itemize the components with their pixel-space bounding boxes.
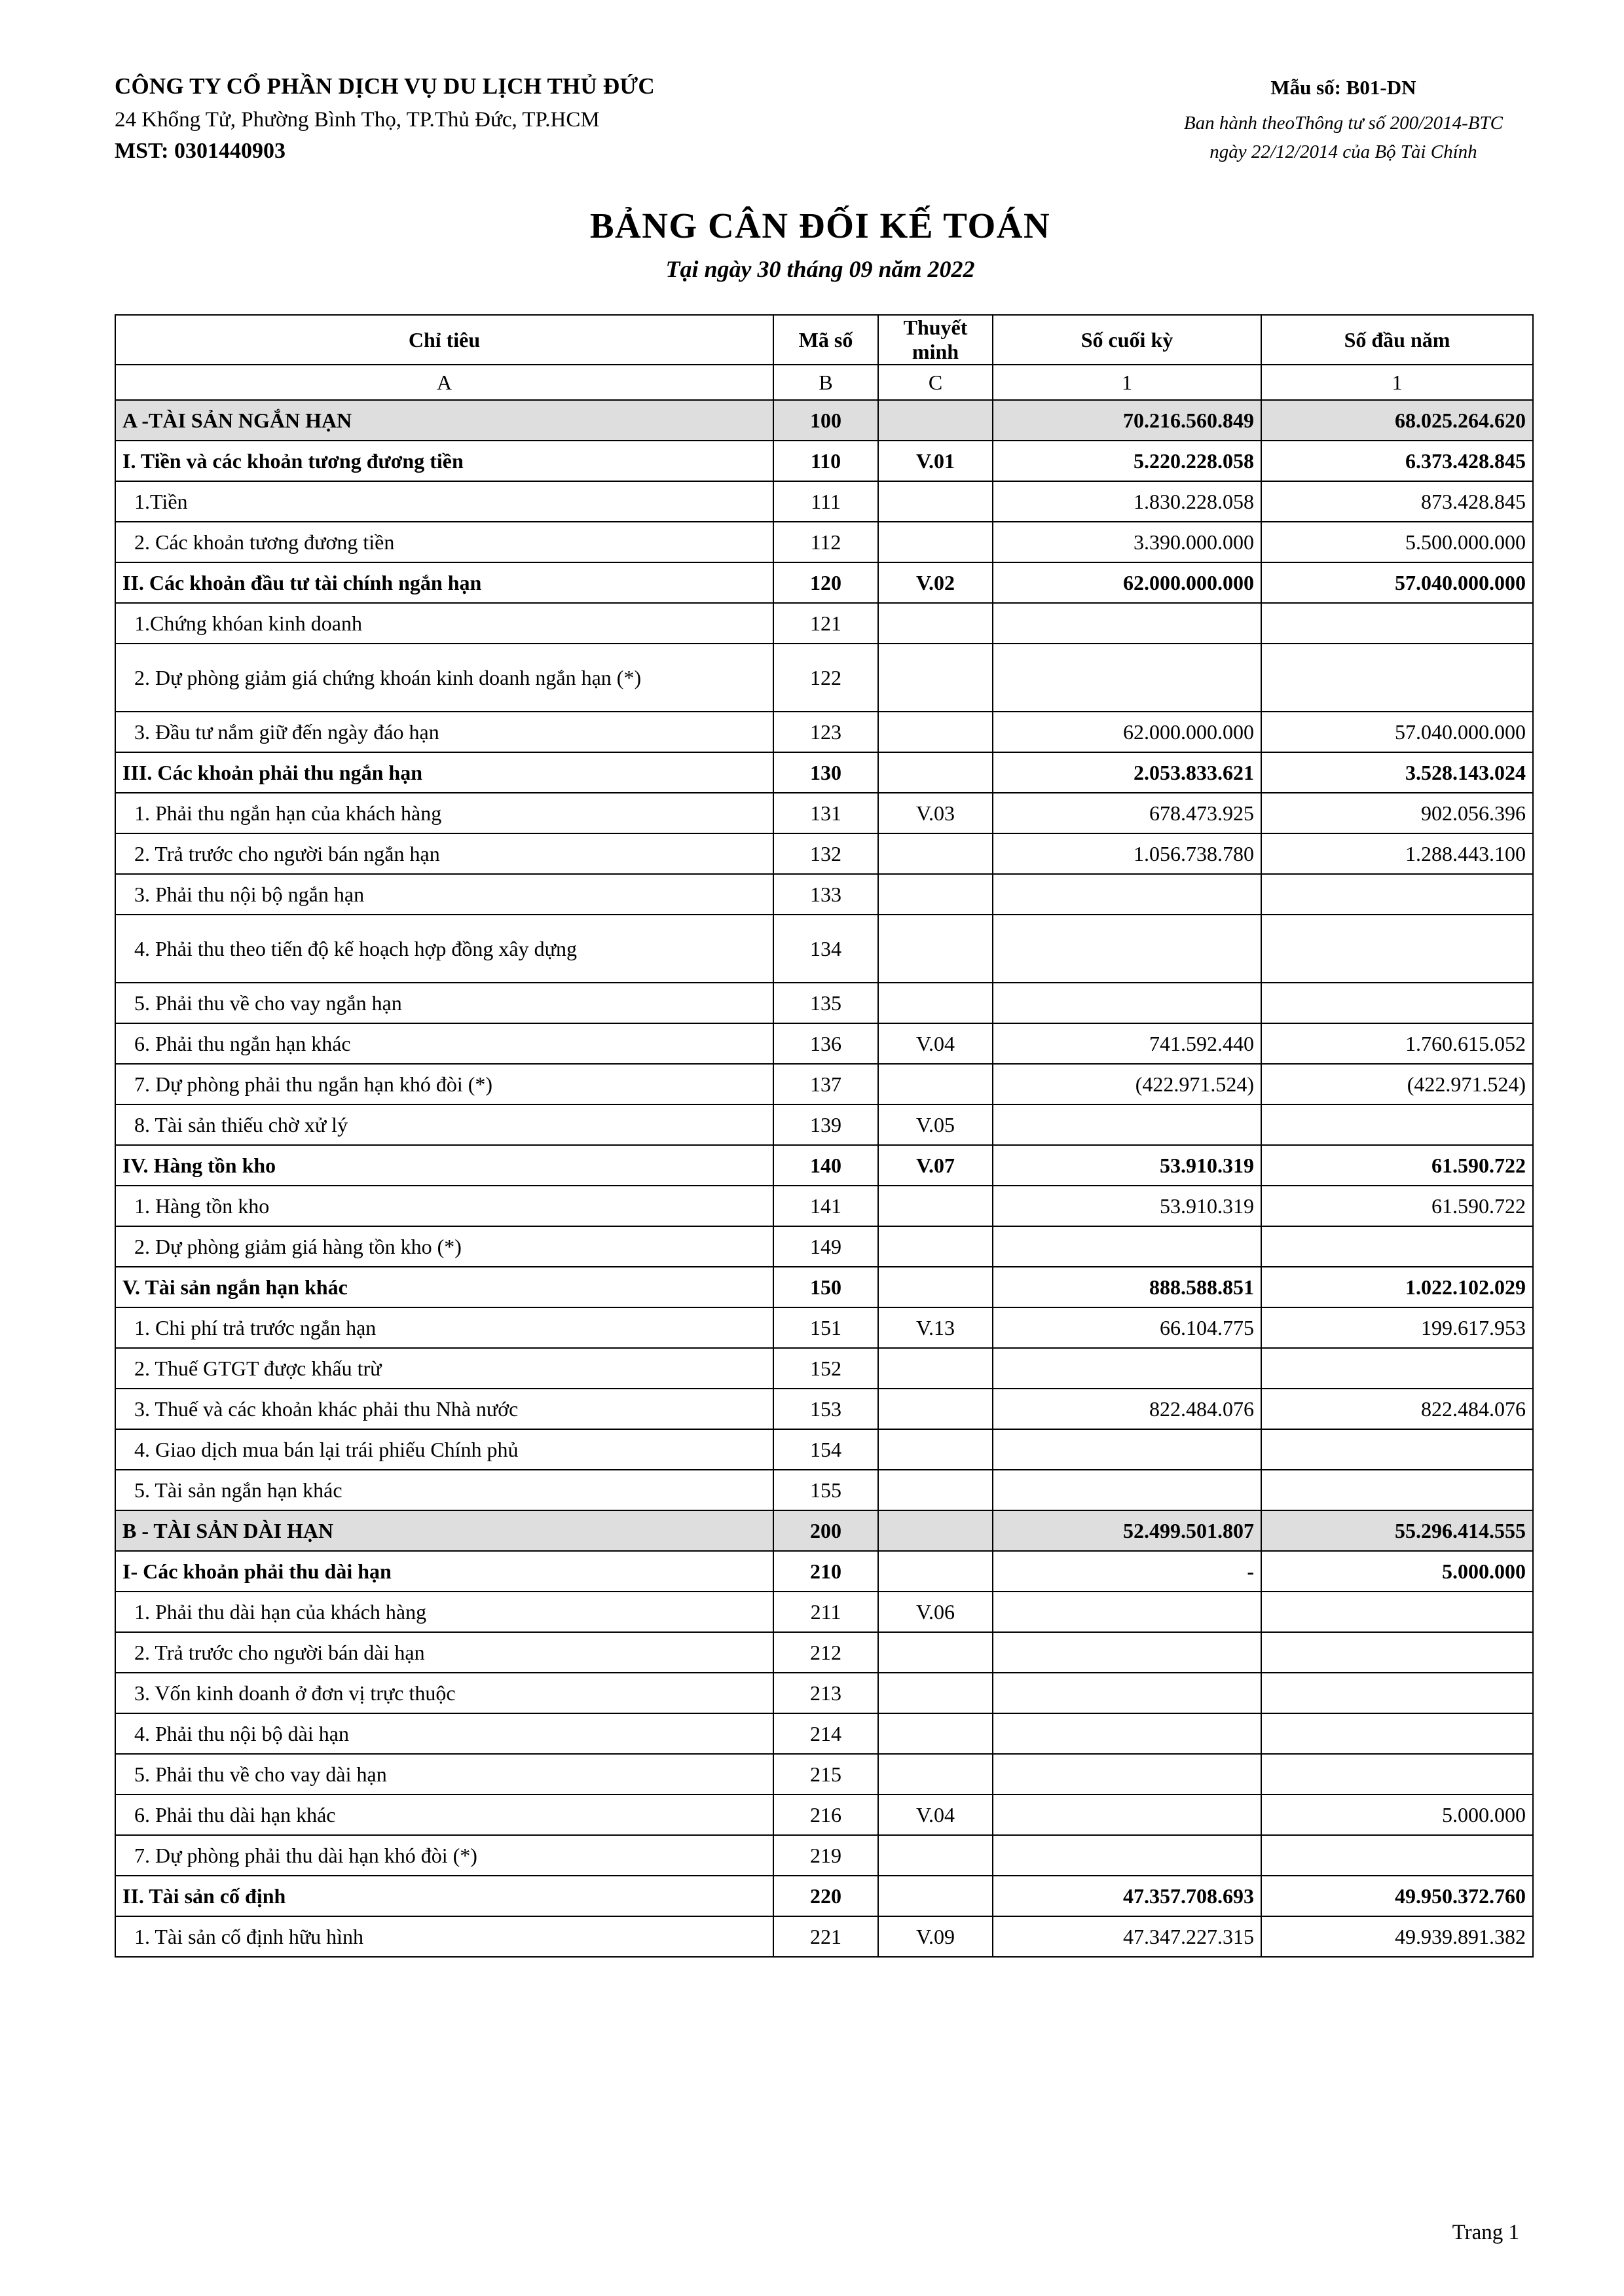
row-previous-value [1261,983,1533,1023]
subheader-code: B [773,365,878,400]
row-previous-value: 1.760.615.052 [1261,1023,1533,1064]
row-note [878,644,993,712]
row-code: 141 [773,1186,878,1226]
row-previous-value [1261,874,1533,915]
table-row [115,712,1533,752]
row-previous-value [1261,1754,1533,1795]
row-note [878,1064,993,1104]
row-code: 214 [773,1713,878,1754]
row-code: 137 [773,1064,878,1104]
row-code: 112 [773,522,878,562]
row-code: 210 [773,1551,878,1592]
row-code: 134 [773,915,878,983]
row-current-value [993,915,1261,983]
row-label: 1. Phải thu ngắn hạn của khách hàng [115,793,773,833]
row-previous-value: 57.040.000.000 [1261,562,1533,603]
row-note [878,874,993,915]
row-current-value: 1.056.738.780 [993,833,1261,874]
row-code: 211 [773,1592,878,1632]
row-note [878,983,993,1023]
row-code: 133 [773,874,878,915]
row-previous-value: 822.484.076 [1261,1389,1533,1429]
row-current-value [993,874,1261,915]
row-label: III. Các khoản phải thu ngắn hạn [115,752,773,793]
company-name: CÔNG TY CỔ PHẦN DỊCH VỤ DU LỊCH THỦ ĐỨC [115,73,655,99]
row-previous-value: 873.428.845 [1261,481,1533,522]
table-row [115,1876,1533,1916]
row-current-value: 62.000.000.000 [993,712,1261,752]
row-label: 4. Phải thu theo tiến độ kế hoạch hợp đồng xây dựng [115,915,773,983]
table-row [115,1835,1533,1876]
table-row [115,522,1533,562]
row-code: 220 [773,1876,878,1916]
row-previous-value [1261,915,1533,983]
row-note: V.13 [878,1307,993,1348]
row-label: 1. Chi phí trả trước ngắn hạn [115,1307,773,1348]
row-current-value [993,1795,1261,1835]
subheader-previous: 1 [1261,365,1533,400]
row-label: 1.Tiền [115,481,773,522]
table-row [115,481,1533,522]
row-previous-value: 68.025.264.620 [1261,400,1533,441]
row-note [878,915,993,983]
table-row [115,1673,1533,1713]
row-code: 139 [773,1104,878,1145]
table-row [115,1267,1533,1307]
row-previous-value [1261,644,1533,712]
row-label: II. Tài sản cố định [115,1876,773,1916]
row-note [878,1470,993,1510]
row-previous-value: 55.296.414.555 [1261,1510,1533,1551]
row-code: 132 [773,833,878,874]
row-current-value [993,1470,1261,1510]
row-note [878,1267,993,1307]
table-row [115,562,1533,603]
row-current-value: 53.910.319 [993,1145,1261,1186]
row-current-value: 3.390.000.000 [993,522,1261,562]
table-row [115,752,1533,793]
row-current-value: 62.000.000.000 [993,562,1261,603]
row-code: 122 [773,644,878,712]
row-label: A -TÀI SẢN NGẮN HẠN [115,400,773,441]
table-subheader-row [115,365,1533,400]
row-label: 2. Các khoản tương đương tiền [115,522,773,562]
row-current-value [993,1429,1261,1470]
row-current-value: 2.053.833.621 [993,752,1261,793]
row-label: 5. Phải thu về cho vay dài hạn [115,1754,773,1795]
row-label: 1.Chứng khóan kinh doanh [115,603,773,644]
row-label: 4. Phải thu nội bộ dài hạn [115,1713,773,1754]
row-code: 110 [773,441,878,481]
row-current-value [993,1104,1261,1145]
row-previous-value [1261,1104,1533,1145]
row-previous-value [1261,1673,1533,1713]
page-title: BẢNG CÂN ĐỐI KẾ TOÁN [589,206,1051,246]
row-previous-value [1261,1592,1533,1632]
row-code: 216 [773,1795,878,1835]
row-label: 4. Giao dịch mua bán lại trái phiếu Chính phủ [115,1429,773,1470]
row-note: V.07 [878,1145,993,1186]
row-label: 6. Phải thu ngắn hạn khác [115,1023,773,1064]
row-note [878,1510,993,1551]
row-previous-value: 3.528.143.024 [1261,752,1533,793]
row-label: 2. Trả trước cho người bán ngắn hạn [115,833,773,874]
row-current-value: 678.473.925 [993,793,1261,833]
row-note [878,1186,993,1226]
row-current-value: 47.357.708.693 [993,1876,1261,1916]
row-label: IV. Hàng tồn kho [115,1145,773,1186]
row-current-value [993,1673,1261,1713]
row-note: V.06 [878,1592,993,1632]
row-current-value: 47.347.227.315 [993,1916,1261,1957]
form-issued-line-1: Ban hành theoThông tư số 200/2014-BTC [1183,113,1503,134]
table-row [115,983,1533,1023]
row-label: II. Các khoản đầu tư tài chính ngắn hạn [115,562,773,603]
row-previous-value [1261,1713,1533,1754]
row-note [878,1226,993,1267]
column-header-previous: Số đầu năm [1261,315,1533,365]
row-previous-value [1261,603,1533,644]
row-note: V.04 [878,1023,993,1064]
row-note [878,712,993,752]
row-note [878,1389,993,1429]
row-previous-value: 61.590.722 [1261,1145,1533,1186]
row-code: 155 [773,1470,878,1510]
row-label: 1. Phải thu dài hạn của khách hàng [115,1592,773,1632]
row-code: 123 [773,712,878,752]
row-note: V.09 [878,1916,993,1957]
row-label: 7. Dự phòng phải thu dài hạn khó đòi (*) [115,1835,773,1876]
row-label: 2. Dự phòng giảm giá hàng tồn kho (*) [115,1226,773,1267]
row-label: 5. Tài sản ngắn hạn khác [115,1470,773,1510]
row-code: 219 [773,1835,878,1876]
row-current-value: 741.592.440 [993,1023,1261,1064]
subheader-label: A [115,365,773,400]
row-current-value: 53.910.319 [993,1186,1261,1226]
row-code: 100 [773,400,878,441]
row-current-value: 52.499.501.807 [993,1510,1261,1551]
row-note [878,400,993,441]
row-previous-value [1261,1348,1533,1389]
row-previous-value: 902.056.396 [1261,793,1533,833]
row-current-value [993,1226,1261,1267]
table-row [115,1226,1533,1267]
row-note: V.01 [878,441,993,481]
table-row [115,1592,1533,1632]
column-header-label: Chỉ tiêu [115,315,773,365]
row-current-value: 70.216.560.849 [993,400,1261,441]
row-code: 215 [773,1754,878,1795]
row-previous-value: 1.288.443.100 [1261,833,1533,874]
table-row [115,833,1533,874]
row-label: 8. Tài sản thiếu chờ xử lý [115,1104,773,1145]
page-number: Trang 1 [1452,2221,1519,2244]
row-note [878,1754,993,1795]
row-current-value [993,1592,1261,1632]
table-row [115,1307,1533,1348]
table-body [115,400,1533,1957]
company-block [115,72,655,166]
row-note [878,481,993,522]
row-code: 153 [773,1389,878,1429]
row-code: 120 [773,562,878,603]
row-current-value [993,644,1261,712]
table-row [115,1551,1533,1592]
row-current-value [993,1835,1261,1876]
table-row [115,793,1533,833]
row-current-value [993,1754,1261,1795]
row-label: B - TÀI SẢN DÀI HẠN [115,1510,773,1551]
company-tax-code: MST: 0301440903 [115,139,286,164]
table-row [115,1348,1533,1389]
company-address: 24 Khổng Tử, Phường Bình Thọ, TP.Thủ Đức, TP.HCM [115,107,600,132]
row-current-value: (422.971.524) [993,1064,1261,1104]
row-label: V. Tài sản ngắn hạn khác [115,1267,773,1307]
row-previous-value [1261,1835,1533,1876]
row-note [878,1348,993,1389]
table-row [115,1632,1533,1673]
column-header-note: Thuyết minh [878,315,993,365]
row-note [878,1551,993,1592]
row-code: 152 [773,1348,878,1389]
row-previous-value [1261,1226,1533,1267]
row-label: I. Tiền và các khoản tương đương tiền [115,441,773,481]
row-previous-value: (422.971.524) [1261,1064,1533,1104]
row-code: 200 [773,1510,878,1551]
table-row [115,1023,1533,1064]
row-label: I- Các khoản phải thu dài hạn [115,1551,773,1592]
row-note [878,752,993,793]
row-note [878,1835,993,1876]
row-code: 136 [773,1023,878,1064]
row-current-value: 66.104.775 [993,1307,1261,1348]
table-row [115,1510,1533,1551]
row-previous-value: 57.040.000.000 [1261,712,1533,752]
row-previous-value: 61.590.722 [1261,1186,1533,1226]
table-row [115,874,1533,915]
row-code: 149 [773,1226,878,1267]
row-note: V.02 [878,562,993,603]
row-code: 212 [773,1632,878,1673]
row-previous-value: 5.000.000 [1261,1551,1533,1592]
table-row [115,441,1533,481]
table-row [115,400,1533,441]
row-previous-value: 49.950.372.760 [1261,1876,1533,1916]
row-code: 151 [773,1307,878,1348]
row-current-value [993,983,1261,1023]
row-current-value: 1.830.228.058 [993,481,1261,522]
form-issued-line-2: ngày 22/12/2014 của Bộ Tài Chính [1209,141,1477,163]
row-label: 6. Phải thu dài hạn khác [115,1795,773,1835]
row-current-value: 822.484.076 [993,1389,1261,1429]
row-label: 1. Tài sản cố định hữu hình [115,1916,773,1957]
table-row [115,1064,1533,1104]
row-code: 150 [773,1267,878,1307]
subheader-current: 1 [993,365,1261,400]
row-current-value [993,603,1261,644]
row-current-value [993,1632,1261,1673]
row-note: V.05 [878,1104,993,1145]
row-code: 213 [773,1673,878,1713]
row-note [878,1713,993,1754]
row-label: 5. Phải thu về cho vay ngắn hạn [115,983,773,1023]
row-label: 3. Phải thu nội bộ ngắn hạn [115,874,773,915]
row-label: 2. Dự phòng giảm giá chứng khoán kinh doanh ngắn hạn (*) [115,644,773,712]
table-row [115,1389,1533,1429]
table-row [115,1145,1533,1186]
document-header [115,72,1526,166]
row-label: 3. Đầu tư nắm giữ đến ngày đáo hạn [115,712,773,752]
table-row [115,1186,1533,1226]
row-previous-value [1261,1632,1533,1673]
row-label: 2. Thuế GTGT được khấu trừ [115,1348,773,1389]
row-code: 111 [773,481,878,522]
row-code: 135 [773,983,878,1023]
row-note: V.03 [878,793,993,833]
table-row [115,1470,1533,1510]
row-current-value [993,1713,1261,1754]
row-current-value: 5.220.228.058 [993,441,1261,481]
row-code: 121 [773,603,878,644]
row-code: 130 [773,752,878,793]
row-previous-value: 5.500.000.000 [1261,522,1533,562]
row-code: 131 [773,793,878,833]
row-note [878,1673,993,1713]
row-label: 1. Hàng tồn kho [115,1186,773,1226]
form-meta-block [1184,72,1526,166]
row-note [878,603,993,644]
table-row [115,603,1533,644]
row-label: 3. Thuế và các khoản khác phải thu Nhà nước [115,1389,773,1429]
row-current-value: 888.588.851 [993,1267,1261,1307]
row-label: 7. Dự phòng phải thu ngắn hạn khó đòi (*) [115,1064,773,1104]
row-note [878,833,993,874]
row-note [878,1876,993,1916]
row-current-value: - [993,1551,1261,1592]
row-note [878,1429,993,1470]
row-label: 2. Trả trước cho người bán dài hạn [115,1632,773,1673]
row-note: V.04 [878,1795,993,1835]
table-row [115,1429,1533,1470]
table-row [115,1795,1533,1835]
subheader-note: C [878,365,993,400]
row-previous-value: 6.373.428.845 [1261,441,1533,481]
column-header-current: Số cuối kỳ [993,315,1261,365]
row-code: 140 [773,1145,878,1186]
page-subtitle: Tại ngày 30 tháng 09 năm 2022 [665,256,975,283]
table-row [115,915,1533,983]
row-current-value [993,1348,1261,1389]
row-note [878,1632,993,1673]
row-previous-value: 5.000.000 [1261,1795,1533,1835]
row-previous-value: 1.022.102.029 [1261,1267,1533,1307]
row-code: 221 [773,1916,878,1957]
table-header-row [115,315,1533,365]
row-previous-value [1261,1470,1533,1510]
form-code: Mẫu số: B01-DN [1270,76,1416,99]
row-previous-value [1261,1429,1533,1470]
column-header-code: Mã số [773,315,878,365]
row-previous-value: 49.939.891.382 [1261,1916,1533,1957]
table-row [115,1916,1533,1957]
row-note [878,522,993,562]
row-label: 3. Vốn kinh doanh ở đơn vị trực thuộc [115,1673,773,1713]
row-previous-value: 199.617.953 [1261,1307,1533,1348]
balance-sheet-table [115,314,1534,1958]
table-row [115,1754,1533,1795]
row-code: 154 [773,1429,878,1470]
table-row [115,1713,1533,1754]
table-row [115,644,1533,712]
table-row [115,1104,1533,1145]
